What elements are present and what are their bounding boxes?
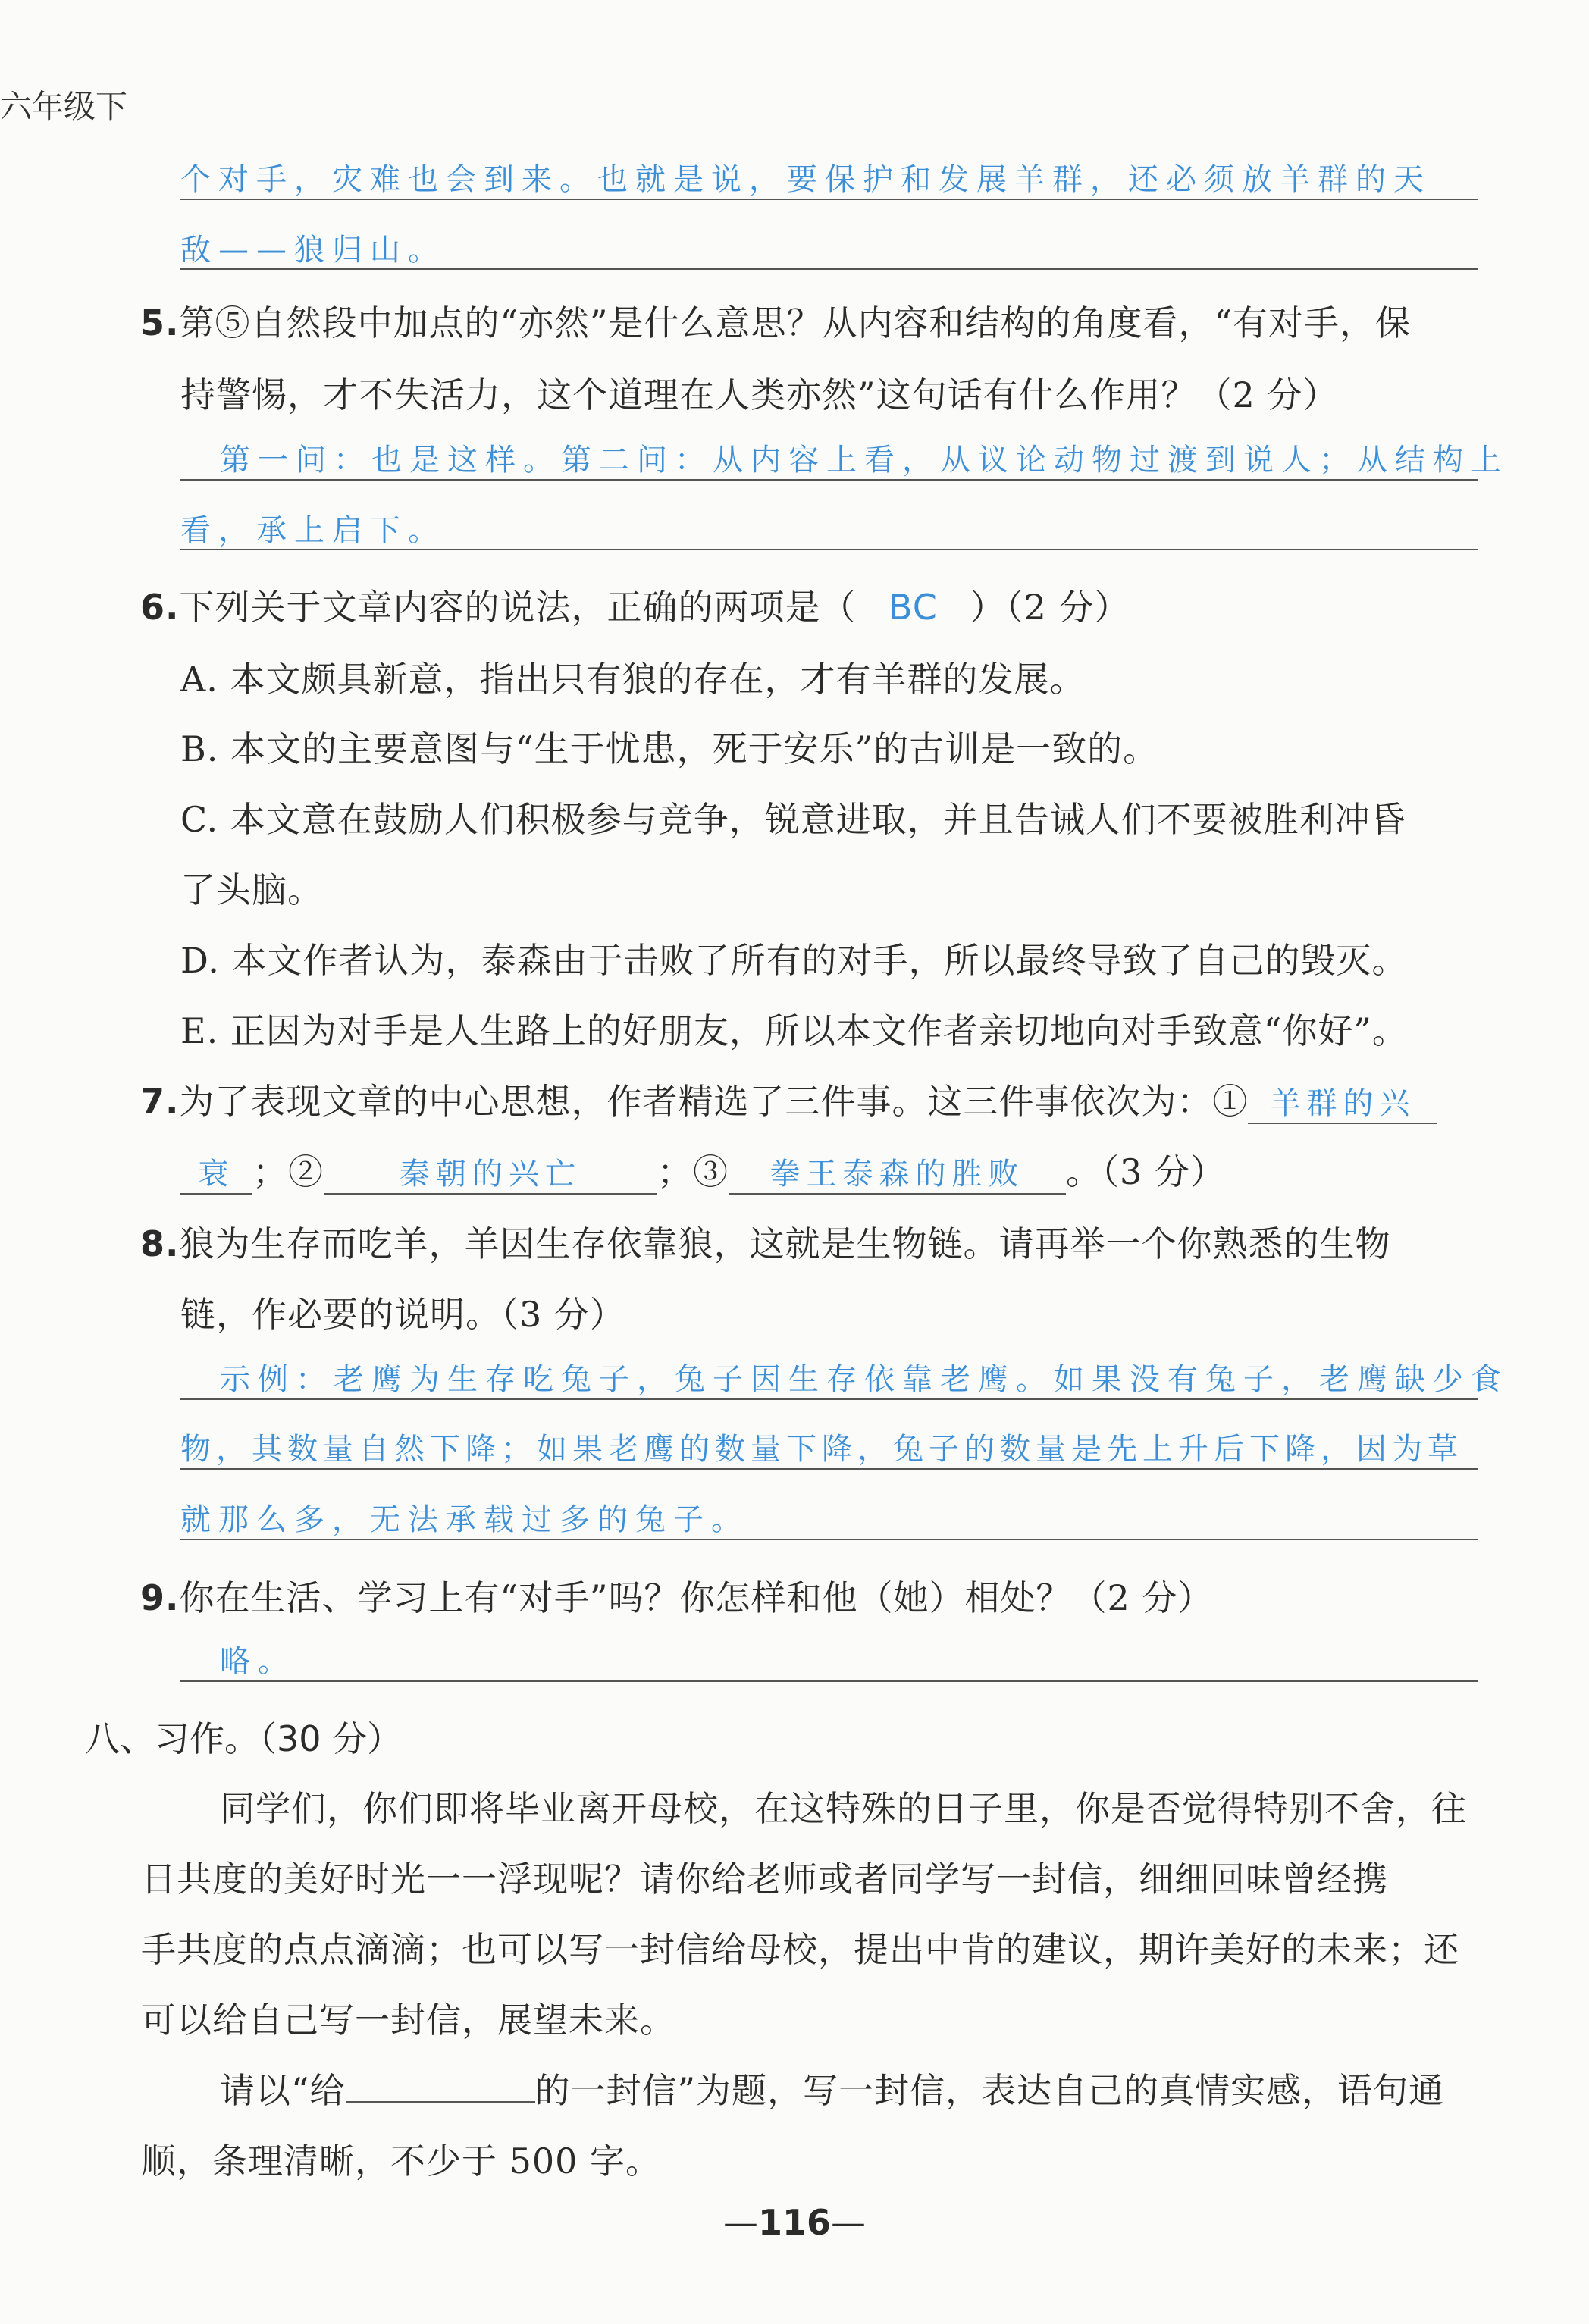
option-c-cont: 了头脑。 [180, 869, 323, 910]
answer-rule [180, 268, 1478, 270]
marker-3: ；③ [657, 1151, 729, 1192]
prev-answer-line-2: 敌——狼归山。 [180, 233, 446, 268]
question-number: 8. [140, 1223, 180, 1264]
page-number [0, 2202, 1589, 2243]
blank-2 [324, 1150, 657, 1195]
question-8-line-2: 链，作必要的说明。（3 分） [180, 1294, 625, 1335]
question-7 [140, 1074, 1437, 1124]
blank-1 [1248, 1079, 1437, 1124]
answer-rule [180, 1398, 1478, 1400]
title-blank [346, 2066, 535, 2103]
question-6 [140, 580, 1130, 630]
question-text: 狼为生存而吃羊，羊因生存依靠狼，这就是生物链。请再举一个你熟悉的生物 [179, 1223, 1391, 1264]
option-c: C. 本文意在鼓励人们积极参与竞争，锐意进取，并且告诫人们不要被胜利冲昏 [180, 799, 1406, 840]
page-number-dash-right: — [831, 2202, 867, 2243]
question-score: ）（2 分） [970, 587, 1130, 628]
page-number-dash-left: — [722, 2202, 758, 2243]
essay-requirement-line-2: 顺，条理清晰，不少于 500 字。 [141, 2141, 662, 2181]
question-number: 7. [140, 1081, 180, 1122]
question-7-line-2 [180, 1145, 1226, 1195]
question-number: 6. [140, 587, 180, 628]
option-d: D. 本文作者认为，泰森由于击败了所有的对手，所以最终导致了自己的毁灭。 [180, 940, 1408, 981]
essay-requirement [220, 2063, 1444, 2113]
answer-5-line-2: 看，承上启下。 [180, 513, 446, 548]
blank-3 [729, 1150, 1066, 1195]
answer-6: BC [889, 587, 938, 628]
answer-rule [180, 199, 1478, 200]
answer-9: 略。 [220, 1644, 296, 1679]
question-number: 5. [140, 302, 180, 343]
answer-rule [180, 479, 1478, 481]
question-text: 你在生活、学习上有“对手”吗？你怎样和他（她）相处？（2 分） [179, 1577, 1214, 1618]
answer-rule [180, 1680, 1478, 1682]
question-text: 第⑤自然段中加点的“亦然”是什么意思？从内容和结构的角度看，“有对手，保 [179, 302, 1412, 343]
prev-answer-line-1: 个对手，灾难也会到来。也就是说，要保护和发展羊群，还必须放羊群的天 [180, 162, 1431, 197]
essay-requirement-rest: 的一封信”为题，写一封信，表达自己的真情实感，语句通 [534, 2070, 1445, 2111]
section-title: 八、习作。（30 分） [85, 1718, 403, 1759]
option-b: B. 本文的主要意图与“生于忧患，死于安乐”的古训是一致的。 [180, 728, 1159, 769]
answer-8-line-3: 就那么多，无法承载过多的兔子。 [180, 1502, 749, 1537]
page-number-value: 116 [757, 2202, 832, 2243]
blank-1-answer-cont: 衰 [198, 1157, 235, 1192]
answer-rule [180, 549, 1478, 550]
answer-5-line-1: 第一问：也是这样。第二问：从内容上看，从议论动物过渡到说人；从结构上 [220, 443, 1509, 478]
blank-1-answer: 羊群的兴 [1270, 1086, 1416, 1121]
question-5 [140, 296, 1411, 346]
question-text: 为了表现文章的中心思想，作者精选了三件事。这三件事依次为：① [179, 1081, 1249, 1122]
question-8 [140, 1217, 1390, 1267]
question-text: 下列关于文章内容的说法，正确的两项是（ [179, 587, 857, 628]
blank-1-cont [180, 1150, 252, 1195]
answer-8-line-1: 示例：老鹰为生存吃兔子，兔子因生存依靠老鹰。如果没有兔子，老鹰缺少食 [220, 1362, 1509, 1397]
answer-rule [180, 1539, 1478, 1540]
essay-prompt-line-4: 可以给自己写一封信，展望未来。 [141, 2000, 675, 2041]
option-a: A. 本文颇具新意，指出只有狼的存在，才有羊群的发展。 [180, 659, 1086, 700]
question-number: 9. [140, 1577, 180, 1618]
question-9 [140, 1571, 1213, 1621]
essay-prompt-line-3: 手共度的点点滴滴；也可以写一封信给母校，提出中肯的建议，期许美好的未来；还 [141, 1929, 1459, 1970]
option-e: E. 正因为对手是人生路上的好朋友，所以本文作者亲切地向对手致意“你好”。 [180, 1010, 1408, 1051]
answer-8-line-2: 物，其数量自然下降；如果老鹰的数量下降，兔子的数量是先上升后下降，因为草 [180, 1432, 1463, 1467]
marker-2: ；② [252, 1151, 324, 1192]
essay-prompt-line-2: 日共度的美好时光一一浮现呢？请你给老师或者同学写一封信，细细回味曾经携 [141, 1859, 1388, 1900]
essay-prompt-line-1: 同学们，你们即将毕业离开母校，在这特殊的日子里，你是否觉得特别不舍，往 [220, 1788, 1467, 1829]
answer-rule [180, 1468, 1478, 1470]
blank-2-answer: 秦朝的兴亡 [400, 1157, 581, 1192]
blank-3-answer: 拳王泰森的胜败 [769, 1157, 1025, 1192]
question-5-line-2: 持警惕，才不失活力，这个道理在人类亦然”这句话有什么作用？（2 分） [180, 374, 1339, 415]
question-score: 。（3 分） [1066, 1151, 1226, 1192]
header-grade: 六年级下 [0, 88, 128, 125]
essay-requirement-start: 请以“给 [220, 2070, 346, 2111]
